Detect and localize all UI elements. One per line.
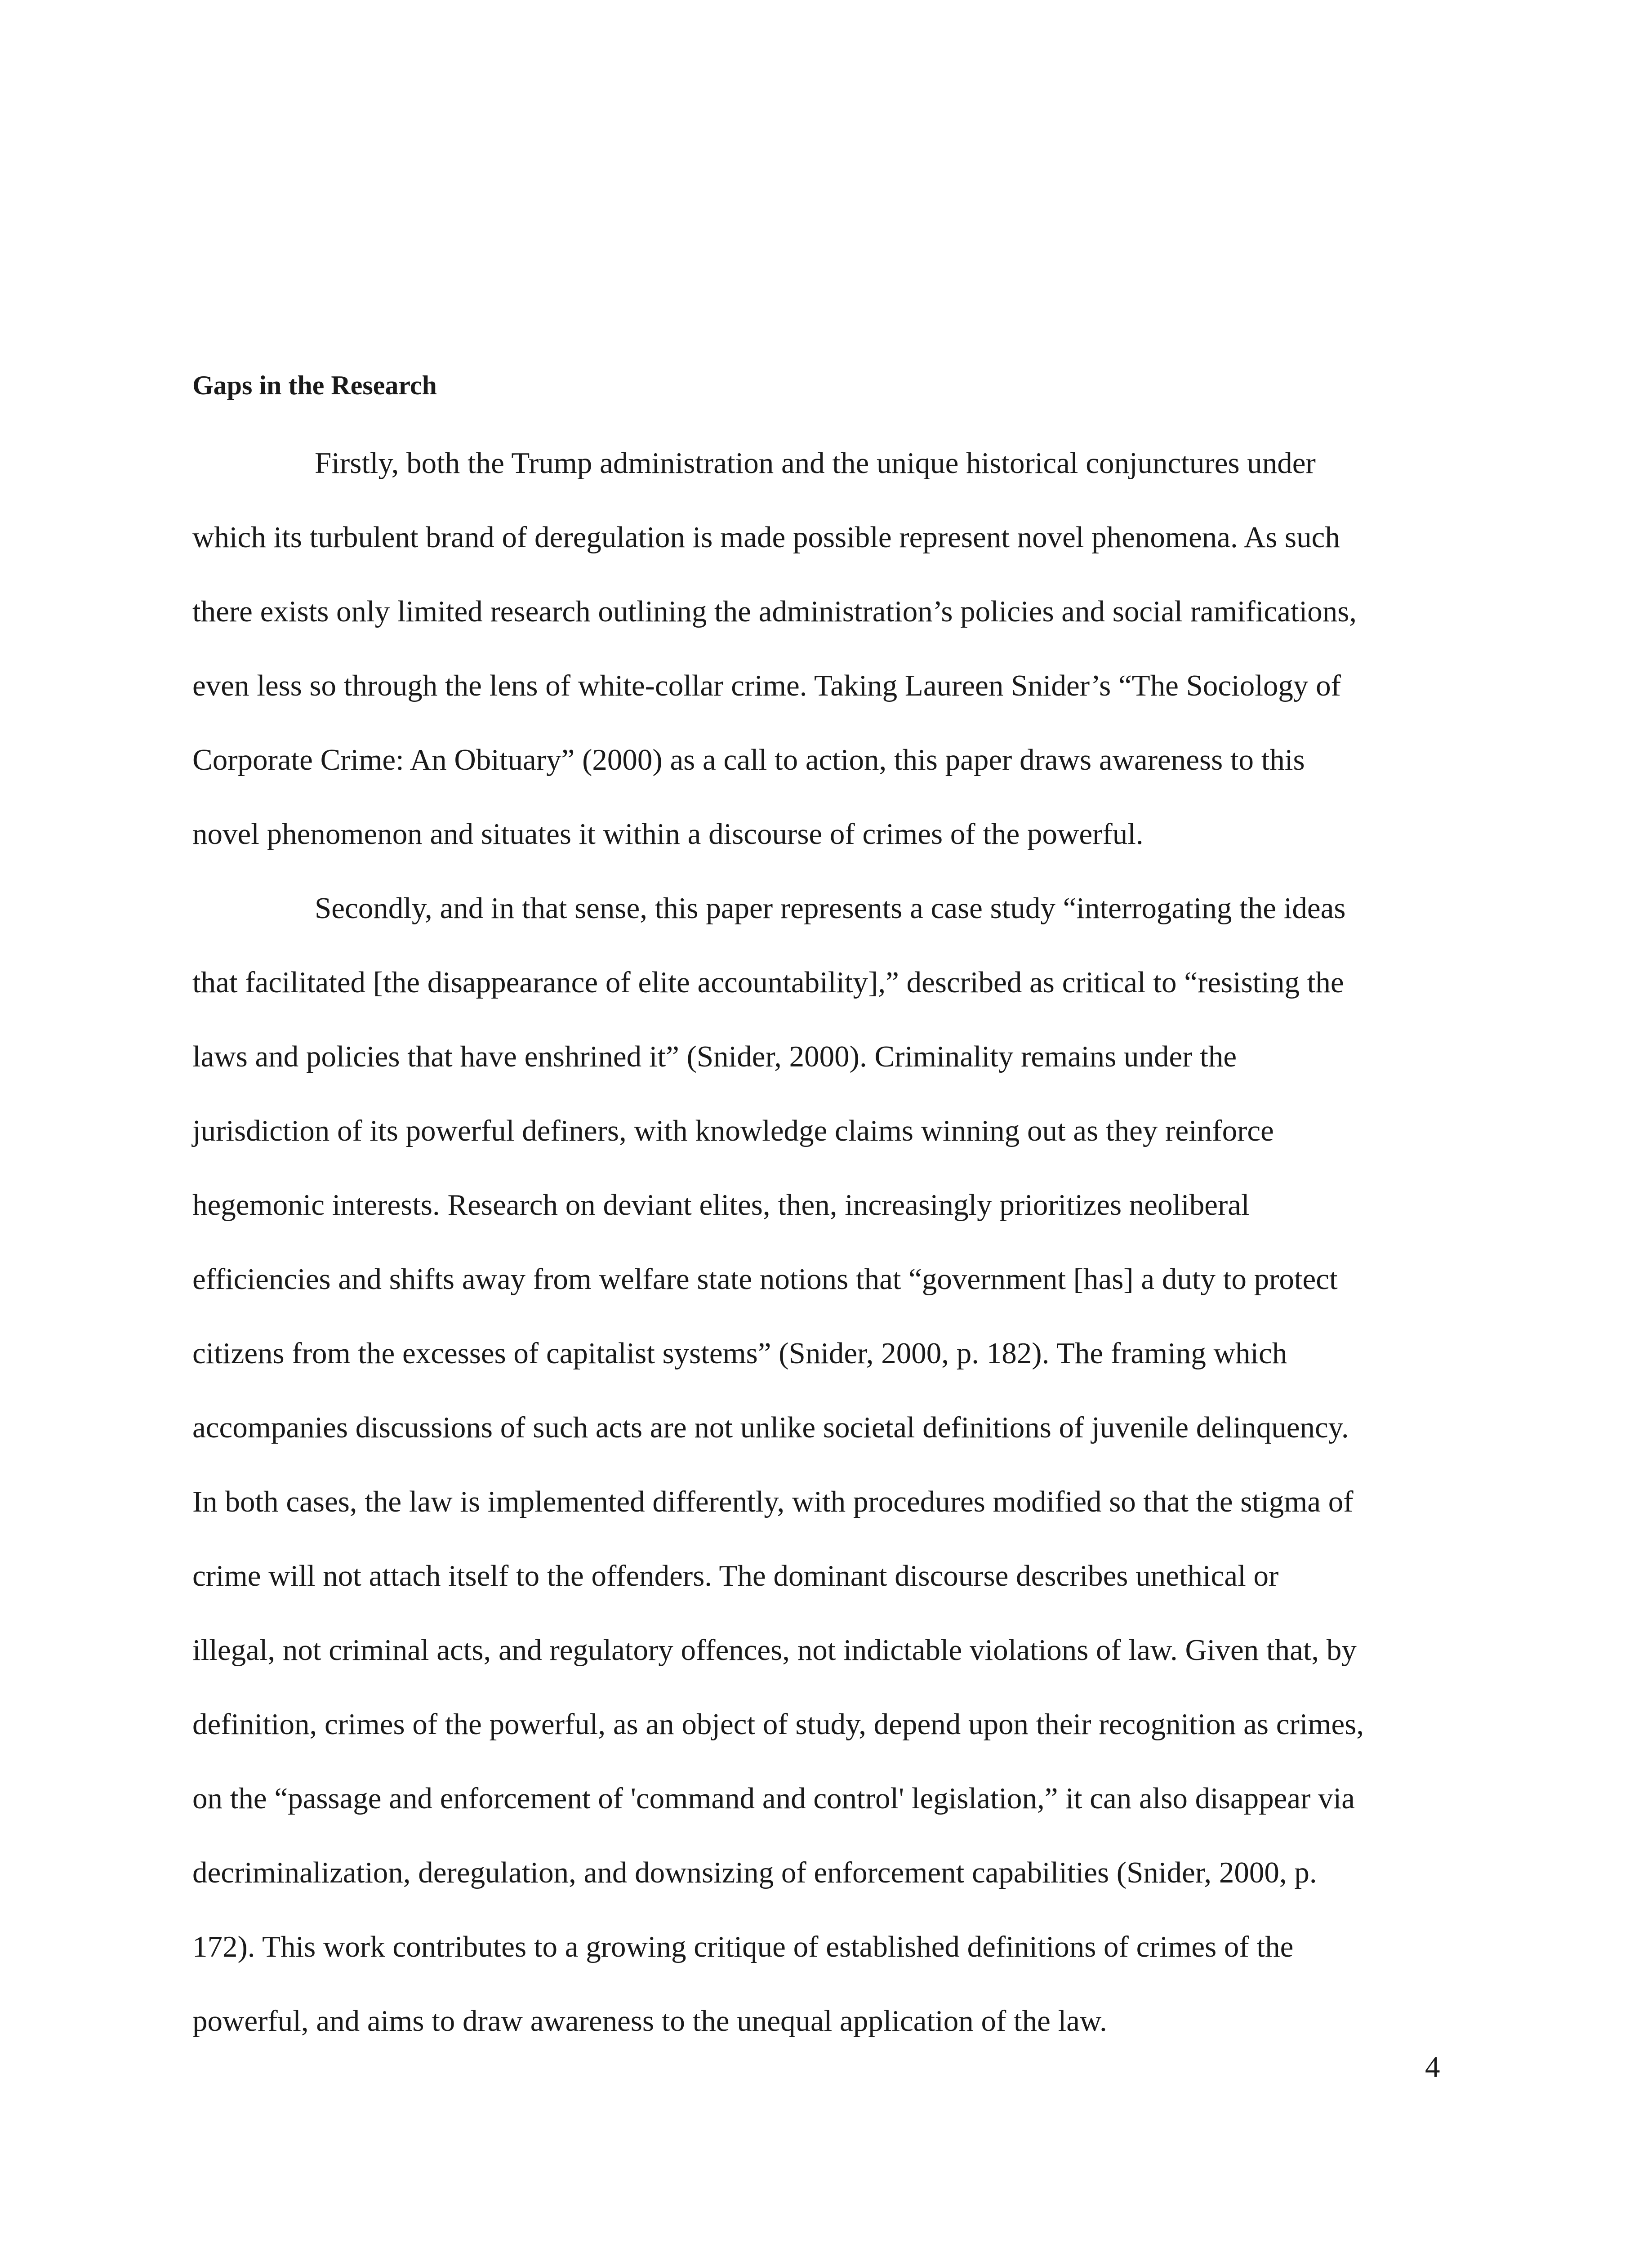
- paragraph-2-line-14: decriminalization, deregulation, and downsizing of enforcement capabilities (Snider, 2000, p.: [192, 1856, 1317, 1889]
- paragraph-2-line-6: efficiencies and shifts away from welfare state notions that “government [has] a duty to protect: [192, 1262, 1338, 1296]
- paragraph-2-line-7: citizens from the excesses of capitalist systems” (Snider, 2000, p. 182). The framing which: [192, 1337, 1287, 1370]
- paragraph-1-line-3: there exists only limited research outlining the administration’s policies and social ramifications,: [192, 595, 1357, 628]
- paragraph-2-line-16: powerful, and aims to draw awareness to the unequal application of the law.: [192, 2004, 1107, 2038]
- paragraph-2-line-1: Secondly, and in that sense, this paper represents a case study “interrogating the ideas: [315, 892, 1346, 925]
- paragraph-2-line-10: crime will not attach itself to the offenders. The dominant discourse describes unethical or: [192, 1559, 1279, 1592]
- paragraph-2-line-11: illegal, not criminal acts, and regulatory offences, not indictable violations of law. Given that, by: [192, 1633, 1357, 1667]
- paragraph-2-line-15: 172). This work contributes to a growing critique of established definitions of crimes of the: [192, 1930, 1294, 1963]
- page-number: 4: [1425, 2050, 1440, 2083]
- paragraph-2-line-5: hegemonic interests. Research on deviant elites, then, increasingly prioritizes neoliberal: [192, 1188, 1250, 1222]
- paragraph-1-line-2: which its turbulent brand of deregulation is made possible represent novel phenomena. As such: [192, 521, 1340, 554]
- paragraph-1-line-1: Firstly, both the Trump administration and the unique historical conjunctures under: [315, 446, 1316, 480]
- paragraph-2-line-13: on the “passage and enforcement of 'command and control' legislation,” it can also disappear via: [192, 1782, 1355, 1815]
- paragraph-2-line-12: definition, crimes of the powerful, as an object of study, depend upon their recognition as crimes,: [192, 1708, 1364, 1741]
- paragraph-1-line-6: novel phenomenon and situates it within a discourse of crimes of the powerful.: [192, 817, 1144, 851]
- paragraph-2-line-4: jurisdiction of its powerful definers, with knowledge claims winning out as they reinforce: [192, 1114, 1274, 1147]
- paragraph-1-line-4: even less so through the lens of white-collar crime. Taking Laureen Snider’s “The Sociology of: [192, 669, 1341, 702]
- paragraph-1-line-5: Corporate Crime: An Obituary” (2000) as a call to action, this paper draws awareness to this: [192, 743, 1305, 776]
- paragraph-2-line-8: accompanies discussions of such acts are not unlike societal definitions of juvenile delinquency.: [192, 1411, 1349, 1444]
- paragraph-2-line-2: that facilitated [the disappearance of elite accountability],” described as critical to “resisting the: [192, 966, 1344, 999]
- paragraph-2-line-3: laws and policies that have enshrined it” (Snider, 2000). Criminality remains under the: [192, 1040, 1237, 1073]
- section-heading: Gaps in the Research: [192, 370, 437, 400]
- paragraph-2-line-9: In both cases, the law is implemented differently, with procedures modified so that the stigma of: [192, 1485, 1354, 1518]
